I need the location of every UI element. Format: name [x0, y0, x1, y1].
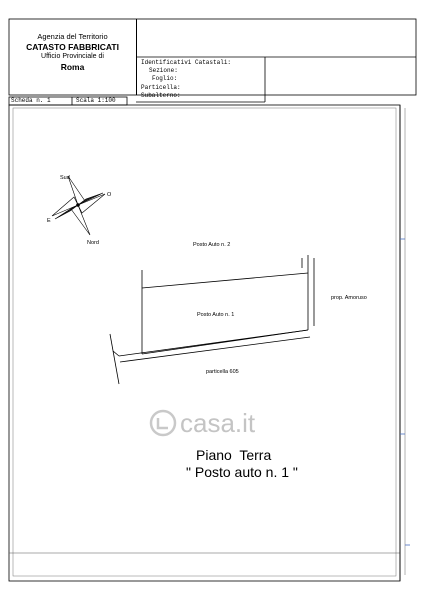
compass-north: Nord	[87, 240, 99, 246]
agency-name: Agenzia del Territorio	[37, 32, 108, 41]
title-line-2: " Posto auto n. 1 "	[186, 464, 298, 480]
particella-label: Particella:	[141, 83, 181, 91]
catasto-title: CATASTO FABBRICATI	[26, 42, 119, 52]
subalterno-label: Subalterno:	[141, 91, 181, 99]
ufficio-label: Ufficio Provinciale di	[41, 53, 104, 60]
identificativi-box	[141, 59, 263, 100]
compass-south: Sud	[60, 175, 70, 181]
scheda-label: Scheda n. 1	[11, 97, 51, 104]
title-line-1: Piano Terra	[196, 447, 272, 463]
watermark: casa.it	[180, 408, 256, 438]
city-name: Roma	[60, 62, 85, 72]
prop-label: prop. Amoruso	[331, 295, 367, 301]
posto-auto-1-label: Posto Auto n. 1	[197, 312, 235, 318]
posto-auto-2-label: Posto Auto n. 2	[193, 242, 231, 248]
foglio-label: Foglio:	[152, 75, 178, 83]
compass-west: O	[107, 192, 112, 198]
particella-label: particella 605	[206, 369, 239, 375]
office-block	[9, 19, 137, 95]
sezione-label: Sezione:	[149, 67, 178, 75]
compass-east: E	[47, 218, 51, 224]
scala-label: Scala 1:100	[76, 97, 116, 104]
identificativi-title: Identificativi Catastali:	[141, 59, 232, 66]
